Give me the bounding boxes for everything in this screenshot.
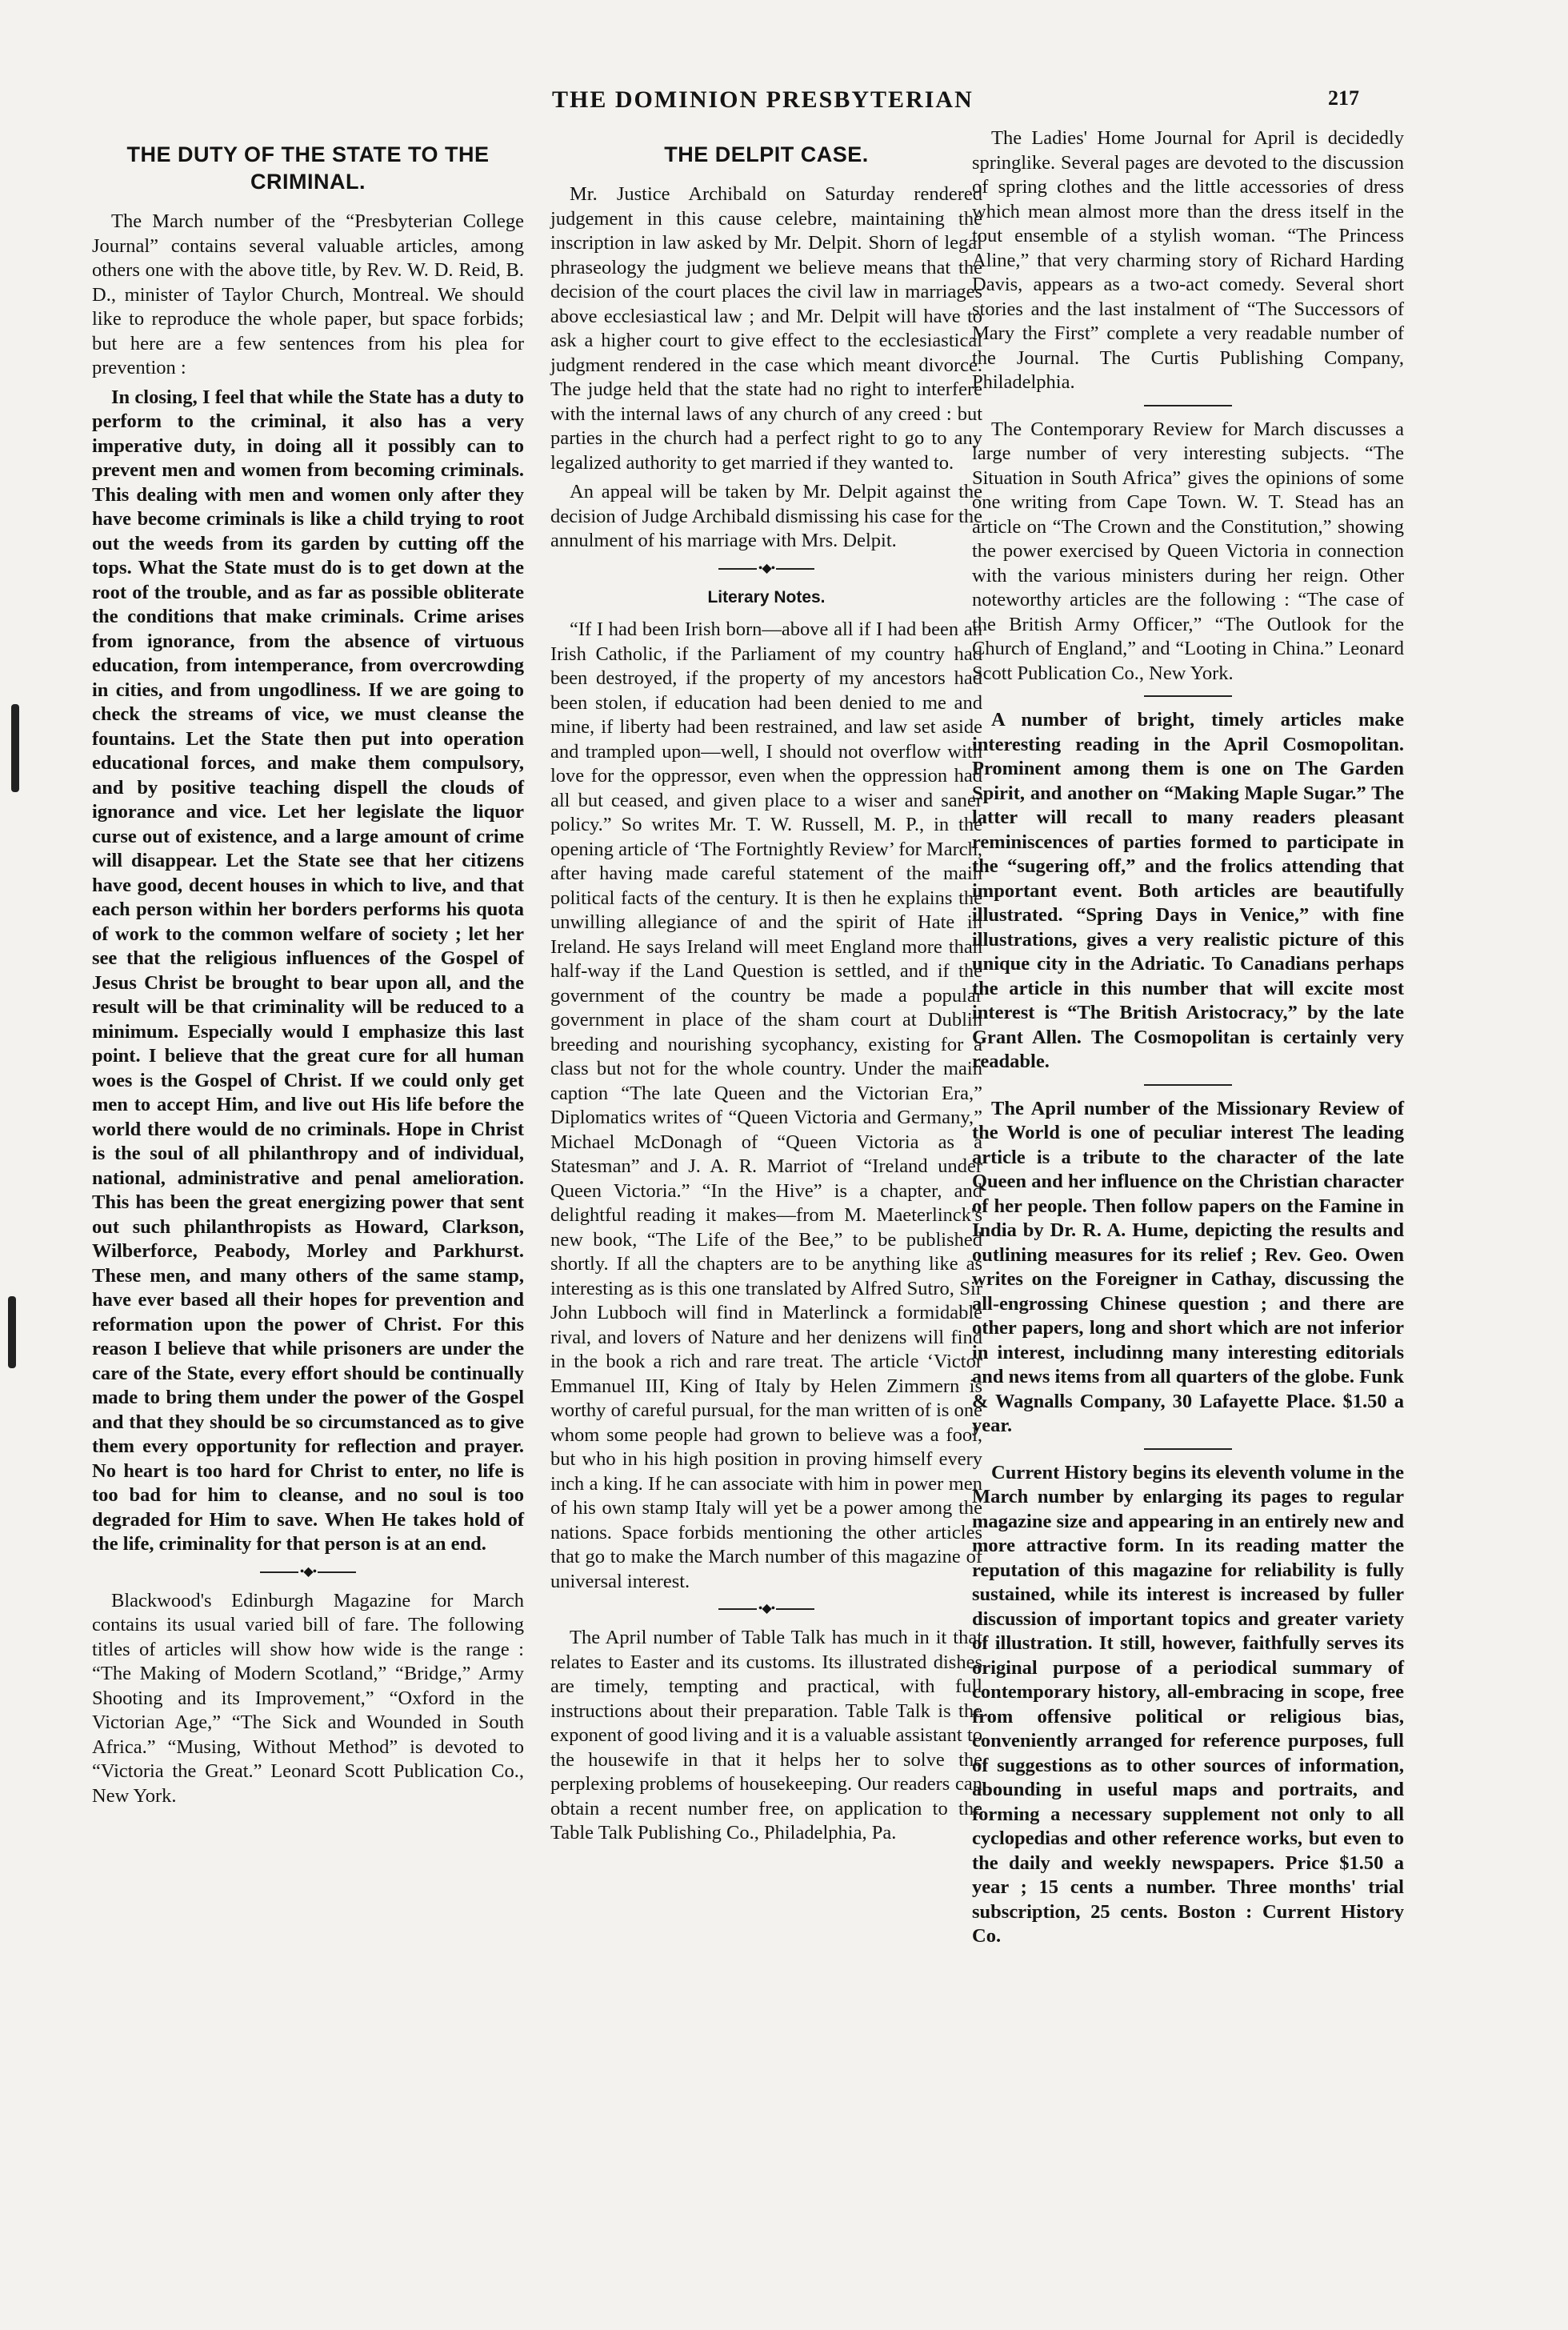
column-middle [550, 134, 982, 1851]
section-subtitle: Literary Notes. [707, 587, 826, 607]
article-paragraph: The April number of Table Talk has much in it that relates to Easter and its customs. Its illustrated dishes are timely, tempting and practical, with full instructions about their preparation. Table Talk is the exponent of good living and it is a valuable assistant to the housewife in that it helps her to solve the perplexing problems of housekeeping. Our readers can obtain a recent number free, on application to the Table Talk Publishing Co., Philadelphia, Pa. [550, 1627, 982, 1844]
margin-bracket-mark [11, 704, 19, 792]
article-title: THE DELPIT CASE. [664, 142, 869, 166]
article-quote: In closing, I feel that while the State has a duty to perform to the criminal, it also has a very imperative duty, in doing all it possibly can to prevent men and women from becoming criminals. This dealing with men and women only after they have become criminals is like a child trying to root out the weeds from its garden by cutting off the tops. What the State must do is to get down at the root of the trouble, and as far as possible obliterate the conditions that make criminals. Crime arises from ignorance, from the absence of virtuous education, from intemperance, from overcrowding in cities, and from ungodliness. If we are going to check the streams of vice, we must cleanse the fountains. Let the State then put into operation educational forces, and make them compulsory, and by positive teaching dispell the clouds of ignorance and vice. Let her legislate the liquor curse out of existence, and a large amount of crime will disappear. Let the State see that her citizens have good, decent houses in which to live, and that each person within her borders performs his quota of work to the common welfare of society ; let her see that the religious influences of the Gospel of Jesus Christ be brought to bear upon all, and the result will be that criminality will be reduced to a minimum. Especially would I emphasize this last point. I believe that the great cure for all human woes is the Gospel of Christ. If we could only get men to accept Him, and live out His life before the world there would de no criminals. Hope in Christ is the soul of all philanthropy and of individual, national, administrative and penal amelioration. This has been the great energizing power that sent out such philanthropists as Howard, Clarkson, Wilberforce, Peabody, Morley and Parkhurst. These men, and many others of the same stamp, have ever based all their hopes for prevention and reformation upon the power of Christ. For this reason I believe that while prisoners are under the care of the State, every effort should be continually made to bring them under the power of the Gospel and that they should be so circumstanced as to give them every opportunity for reflection and prayer. No heart is too hard for Christ to enter, no life is too bad for him to cleanse, and no soul is too degraded for Him to save. When He takes hold of the life, criminality for that person is at an end. [92, 386, 524, 1555]
section-ornament: •◆• [550, 562, 982, 576]
column-left [92, 134, 524, 1813]
article-paragraph: The April number of the Missionary Review of the World is one of peculiar interest The leading article is a tribute to the character of the late Queen and her influence on the Christian character of her people. Then follow papers on the Famine in India by Dr. R. A. Hume, depicting the results and outlining measures for its relief ; Rev. Geo. Owen writes on the Foreigner in Cathay, discussing the all-engrossing Chinese question ; and there are other papers, long and short which are not inferior in interest, includinng many interesting editorials and news items from all quarters of the globe. Funk & Wagnalls Company, 30 Lafayette Place. $1.50 a year. [972, 1097, 1404, 1436]
article-paragraph: Blackwood's Edinburgh Magazine for March contains its usual varied bill of fare. The following titles of articles will show how wide is the range : “The Making of Modern Scotland,” “Bridge,” Army Shooting and its Improvement,” “Oxford in the Victorian Age,” “The Sick and Wounded in South Africa.” “Musing, Without Method” is devoted to “Victoria the Great.” Leonard Scott Publication Co., New York. [92, 1589, 524, 1807]
article-paragraph: An appeal will be taken by Mr. Delpit against the decision of Judge Archibald dismissing his case for the annulment of his marriage with Mrs. Delpit. [550, 481, 982, 551]
article-paragraph: Current History begins its eleventh volume in the March number by enlarging its pages to regular magazine size and appearing in an entirely new and more attractive form. In its reading matter the reputation of this magazine for reliability is fully sustained, while its interest is increased by fuller discussion of important topics and greater variety of illustration. It still, however, faithfully serves its original purpose of a periodical summary of contemporary history, all-embracing in scope, free from offensive political or religious bias, conveniently arranged for reference purposes, full of suggestions as to other sources of information, abounding in useful maps and portraits, and forming a necessary supplement not only to all cyclopedias and other reference works, but even to the daily and weekly newspapers. Price $1.50 a year ; 15 cents a number. Three months' trial subscription, 25 cents. Boston : Current History Co. [972, 1461, 1404, 1947]
margin-bracket-mark [8, 1296, 16, 1368]
section-rule [1144, 405, 1232, 406]
section-ornament: •◆• [550, 1602, 982, 1616]
article-paragraph: The Contemporary Review for March discusses a large number of very interesting subjects. “The Situation in South Africa” gives the opinions of some one writing from Cape Town. W. T. Stead has an article on “The Crown and the Constitution,” showing the power exercised by Queen Victoria in connection with the various ministers during her reign. Other noteworthy articles are the following : “The case of the British Army Officer,” “The Outlook for the Church of England,” and “Looting in China.” Leonard Scott Publication Co., New York. [972, 418, 1404, 684]
masthead: THE DOMINION PRESBYTERIAN [552, 86, 974, 113]
article-paragraph: Mr. Justice Archibald on Saturday rendered judgement in this cause celebre, maintaining the inscription in law asked by Mr. Delpit. Shorn of legal phraseology the judgment we believe means that the decision of the court places the civil law in marriages above ecclesiastical law ; and Mr. Delpit will have to ask a higher court to give effect to the ecclesiastical judgment rendered in the case which meant divorce. The judge held that the state had no right to interfere with the internal laws of any church of any creed : but parties in the church had a perfect right to go to any legalized authority to get married if they wanted to. [550, 183, 982, 474]
column-right [972, 126, 1404, 1954]
section-rule [1144, 1084, 1232, 1086]
section-rule [1144, 695, 1232, 697]
article-paragraph: The March number of the “Presbyterian College Journal” contains several valuable articles, among others one with the above title, by Rev. W. D. Reid, B. D., minister of Taylor Church, Montreal. We should like to reproduce the whole paper, but space forbids; but here are a few sentences from his plea for prevention : [92, 210, 524, 378]
page-number: 217 [1328, 86, 1359, 110]
article-paragraph: The Ladies' Home Journal for April is decidedly springlike. Several pages are devoted to the discussion of spring clothes and the little accessories of dress which mean almost more than the dress itself in the tout ensemble of a stylish woman. “The Princess Aline,” that very charming story of Richard Harding Davis, appears as a two-act comedy. Several short stories and the last instalment of “The Successors of Mary the First” complete a very readable number of the Journal. The Curtis Publishing Company, Philadelphia. [972, 127, 1404, 393]
article-title: THE DUTY OF THE STATE TO THE CRIMINAL. [126, 142, 490, 194]
section-rule [1144, 1448, 1232, 1450]
article-paragraph: A number of bright, timely articles make interesting reading in the April Cosmopolitan. Prominent among them is one on The Garden Spirit, and another on “Making Maple Sugar.” The latter will recall to many readers pleasant reminiscences of parties formed to participate in the “sugering off,” and the frolics attending that important event. Both articles are beautifully illustrated. “Spring Days in Venice,” with fine illustrations, gives a very realistic picture of this unique city in the Adriatic. To Canadians perhaps the article in this number that will excite most interest is “The British Aristocracy,” by the late Grant Allen. The Cosmopolitan is certainly very readable. [972, 709, 1404, 1072]
page-header [0, 86, 1568, 125]
article-paragraph: “If I had been Irish born—above all if I had been an Irish Catholic, if the Parliament of my country had been destroyed, if the property of my ancestors had been stolen, if education had been denied to me and mine, if liberty had been restrained, and law set aside and trampled upon—well, I should not overflow with love for the oppressor, even when the oppression had all but ceased, and given place to a wiser and saner policy.” So writes Mr. T. W. Russell, M. P., in the opening article of ‘The Fortnightly Review’ for March, after having made careful statement of the main political facts of the century. It is then he explains the unwilling allegiance of and the spirit of Hate in Ireland. He says Ireland will meet England more than half-way if the Land Question is settled, and if the government of the country be made a popular government in place of the sham court at Dublin breeding and nourishing sycophancy, existing for a class but not for the whole country. Under the main caption “The late Queen and the Victorian Era,” Diplomatics writes of “Queen Victoria and Germany,” Michael McDonagh of “Queen Victoria as a Statesman” and J. A. R. Marriot of “Ireland under Queen Victoria.” “In the Hive” is a chapter, and delightful reading it makes—from M. Maeterlinck's new book, “The Life of the Bee,” to be published shortly. If all the chapters are to be anything like as interesting as is this one translated by Alfred Sutro, Sir John Lubboch will find in Materlinck a formidable rival, and lovers of Nature and her denizens will find in the book a rich and rare treat. The article ‘Victor Emmanuel III, King of Italy by Helen Zimmern is worthy of careful pursual, for the man written of is one whom some people had grown to believe was a fool, but who in his high position in proving himself every inch a king. If he can associate with him in power men of his own stamp Italy will yet be a power among the nations. Space forbids mentioning the other articles that go to make the March number of this magazine of universal interest. [550, 619, 982, 1592]
section-ornament: •◆• [92, 1565, 524, 1579]
